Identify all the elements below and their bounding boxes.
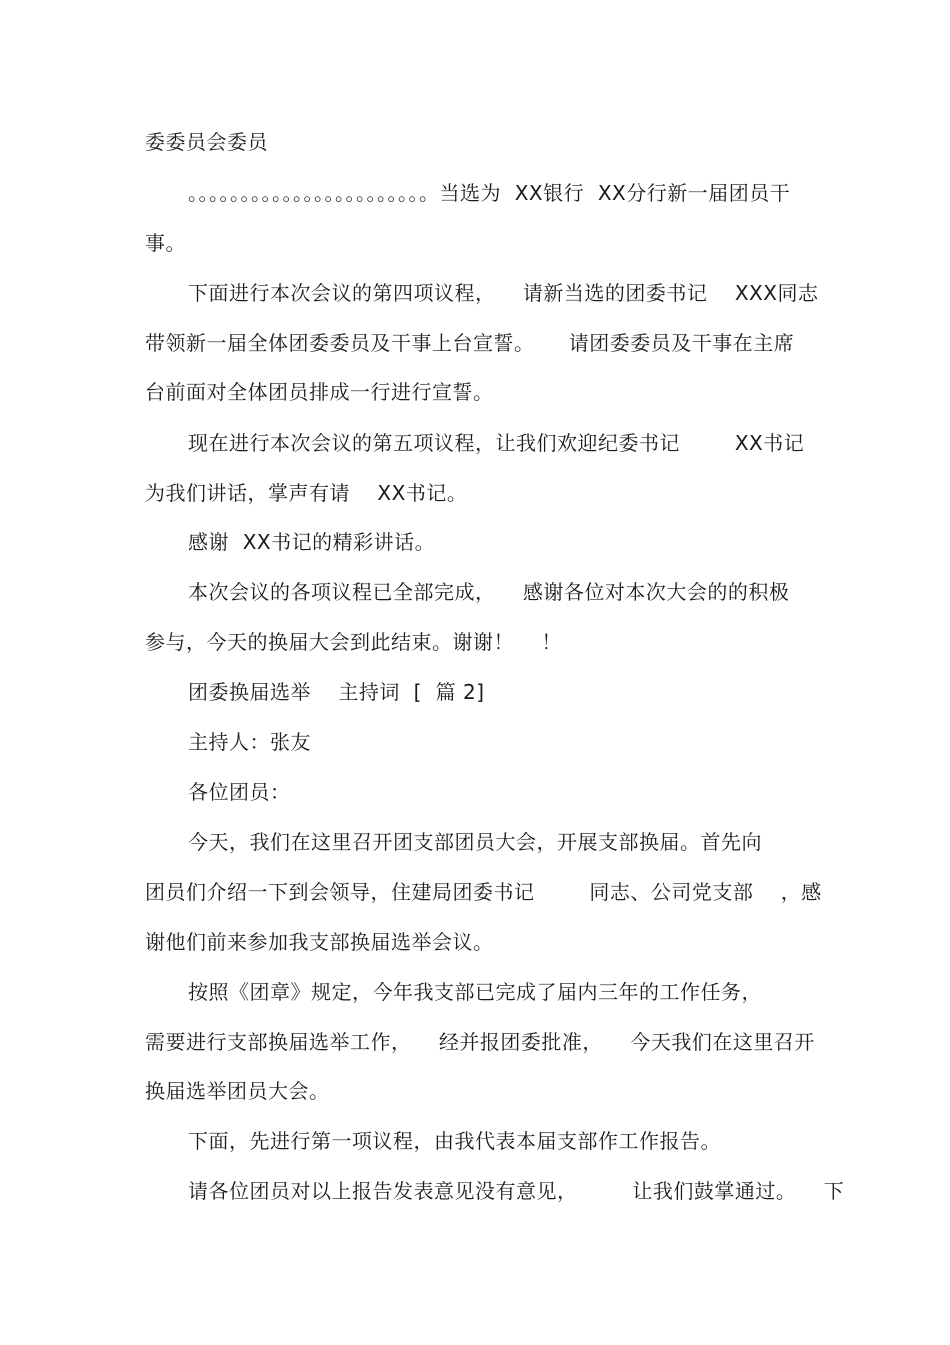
text-line: 为我们讲话，掌声有请 XX书记。 xyxy=(145,481,468,505)
text-line: 台前面对全体团员排成一行进行宣誓。 xyxy=(145,380,494,404)
text-line: 请各位团员对以上报告发表意见没有意见， 让我们鼓掌通过。 下 xyxy=(188,1179,845,1203)
text-line: 感谢 XX书记的精彩讲话。 xyxy=(188,530,436,554)
text-line: 本次会议的各项议程已全部完成， 感谢各位对本次大会的的积极 xyxy=(188,580,790,604)
text-line: 下面进行本次会议的第四项议程， 请新当选的团委书记 XXX同志 xyxy=(188,281,819,305)
text-line: 下面，先进行第一项议程，由我代表本届支部作工作报告。 xyxy=(188,1129,721,1153)
text-line: 换届选举团员大会。 xyxy=(145,1079,330,1103)
text-line: 需要进行支部换届选举工作， 经并报团委批准， 今天我们在这里召开 xyxy=(145,1030,815,1054)
text-line: 各位团员： xyxy=(188,780,291,804)
text-line: 今天，我们在这里召开团支部团员大会，开展支部换届。首先向 xyxy=(188,830,762,854)
section-heading: 团委换届选举 主持词 [ 篇 2] xyxy=(188,680,485,704)
text-line: 团员们介绍一下到会领导，住建局团委书记 同志、公司党支部 ，感 xyxy=(145,880,822,904)
text-line: 带领新一届全体团委委员及干事上台宣誓。 请团委委员及干事在主席 xyxy=(145,331,795,355)
text-line: 按照《团章》规定，今年我支部已完成了届内三年的工作任务， xyxy=(188,980,762,1004)
text-line: 谢他们前来参加我支部换届选举会议。 xyxy=(145,930,494,954)
text-line: 委委员会委员 xyxy=(145,130,268,154)
text-line: 事。 xyxy=(145,231,186,255)
text-line: 主持人：张友 xyxy=(188,730,311,754)
text-line: 现在进行本次会议的第五项议程，让我们欢迎纪委书记 XX书记 xyxy=(188,431,805,455)
text-line: 。。。。。。。。。。。。。。。。。。。。。。。当选为 XX银行 XX分行新一届团员干 xyxy=(188,181,791,205)
text-line: 参与，今天的换届大会到此结束。谢谢！ ！ xyxy=(145,630,562,654)
